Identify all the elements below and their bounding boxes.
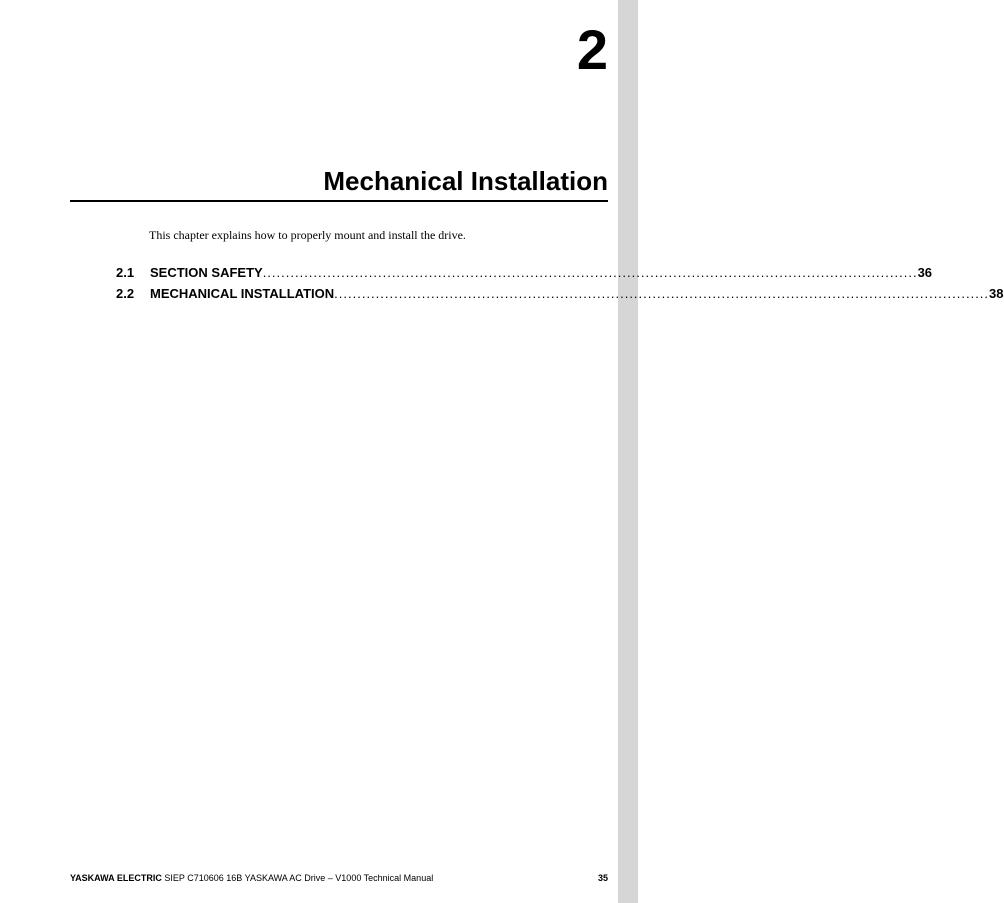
toc-entry-2-2[interactable] [116,283,1004,304]
toc-entry-title: SECTION SAFETY [150,265,263,280]
table-of-contents [116,262,1004,304]
toc-entry-page: 38 [989,286,1004,301]
footer-doc-info [70,873,433,883]
toc-entry-2-1[interactable] [116,262,933,283]
side-margin-strip [618,0,638,903]
page-footer [70,873,608,883]
title-divider [70,200,608,202]
chapter-number: 2 [576,18,608,81]
toc-entry-title: MECHANICAL INSTALLATION [150,286,335,301]
footer-doc-title: SIEP C710606 16B YASKAWA AC Drive – V1000 Technical Manual [164,873,434,883]
footer-brand: YASKAWA ELECTRIC [70,873,162,883]
toc-leader-dots: .............................................................................................................................................. [334,286,990,301]
toc-entry-number: 2.2 [116,286,135,301]
toc-entry-page: 36 [917,265,933,280]
chapter-intro: This chapter explains how to properly mount and install the drive. [149,228,466,242]
toc-entry-number: 2.1 [116,265,135,280]
footer-page-number: 35 [597,873,608,883]
toc-leader-dots: .............................................................................................................................................. [262,265,918,280]
chapter-title: Mechanical Installation [323,166,608,196]
